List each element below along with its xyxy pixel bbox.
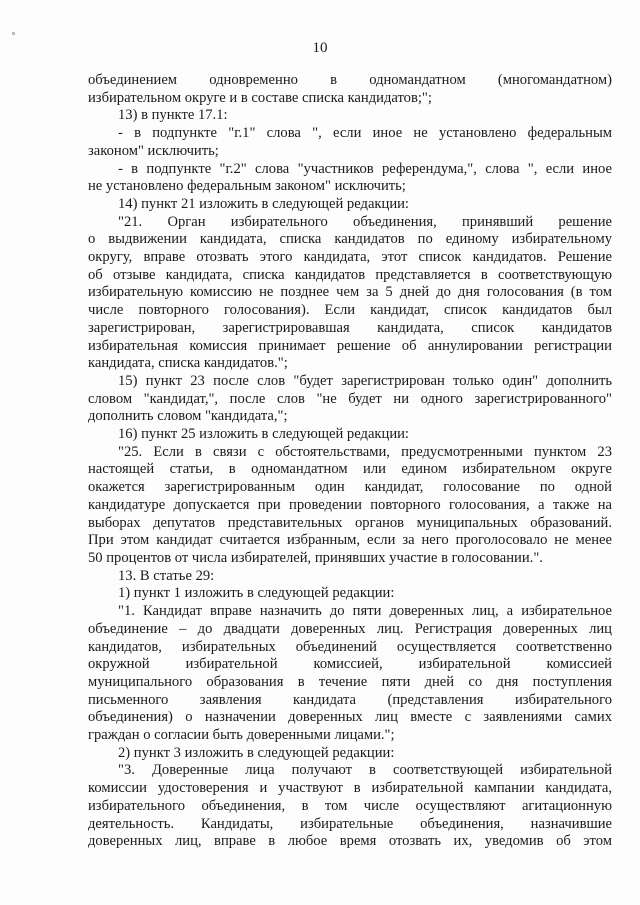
text-line: избирательного объединения, в том числе осуществляют агитационную <box>88 797 612 814</box>
text-line: избирательная комиссия принимает решение об аннулировании регистрации <box>88 337 612 354</box>
text-line: комиссии удостоверения и участвуют в избирательной кампании кандидата, <box>88 780 612 797</box>
text-line: кандидатуре допускается при проведении повторного голосования, а также на <box>88 496 612 513</box>
scan-speck <box>12 32 15 35</box>
text-line: зарегистрирован, зарегистрировавшая кандидата, список кандидатов <box>88 319 612 336</box>
text-line: словом "кандидат,", после слов "не будет ни одного зарегистрированного" <box>88 390 612 407</box>
text-line: 13. В статье 29: <box>118 567 215 584</box>
text-line: "25. Если в связи с обстоятельствами, предусмотренными пунктом 23 <box>118 443 612 460</box>
text-line: окружной избирательной комиссией, избирательной комиссией <box>88 656 612 673</box>
text-line: законом" исключить; <box>88 142 219 159</box>
text-line: числе повторного голосования). Если кандидат, список кандидатов был <box>88 302 612 319</box>
text-line: избирательную комиссию не позднее чем за 5 дней до дня голосования (в том <box>88 284 612 301</box>
text-line: письменного заявления кандидата (представления избирательного <box>88 691 612 708</box>
text-line: "21. Орган избирательного объединения, принявший решение <box>118 213 612 230</box>
text-line: 14) пункт 21 изложить в следующей редакции: <box>118 195 409 212</box>
text-line: округу, вправе отозвать этого кандидата, этот список кандидатов. Решение <box>88 249 612 266</box>
text-line: муниципального образования в течение пяти дней со дня поступления <box>88 673 612 690</box>
text-line: - в подпункте "г.1" слова ", если иное не установлено федеральным <box>118 125 612 142</box>
text-line: объединения) о назначении доверенных лиц вместе с заявлениями самих <box>88 709 612 726</box>
text-line: о выдвижении кандидата, списка кандидатов по единому избирательному <box>88 231 612 248</box>
text-line: 13) в пункте 17.1: <box>118 107 228 124</box>
text-line: настоящей статьи, в одномандатном или едином избирательном округе <box>88 461 612 478</box>
text-line: кандидатов, избирательных объединений осуществляется соответственно <box>88 638 612 655</box>
text-line: объединение – до двадцати доверенных лиц. Регистрация доверенных лиц <box>88 620 612 637</box>
text-line: 15) пункт 23 после слов "будет зарегистрирован только один" дополнить <box>118 372 612 389</box>
text-line: граждан о согласии быть доверенными лицами."; <box>88 727 395 744</box>
text-line: 1) пункт 1 изложить в следующей редакции: <box>118 585 395 602</box>
text-line: доверенных лиц, вправе в любое время отозвать их, уведомив об этом <box>88 833 612 850</box>
text-line: - в подпункте "г.2" слова "участников референдума,", слова ", если иное <box>118 160 612 177</box>
text-line: "1. Кандидат вправе назначить до пяти доверенных лиц, а избирательное <box>118 603 612 620</box>
page-number: 10 <box>312 40 328 56</box>
text-line: выборах депутатов представительных органов муниципальных образований. <box>88 514 612 531</box>
text-line: избирательном округе и в составе списка кандидатов;"; <box>88 89 432 106</box>
text-line: деятельность. Кандидаты, избирательные объединения, назначившие <box>88 815 612 832</box>
text-line: "3. Доверенные лица получают в соответствующей избирательной <box>118 762 612 779</box>
text-line: объединением одновременно в одномандатном (многомандатном) <box>88 72 612 88</box>
text-line: При этом кандидат считается избранным, если за него проголосовало не менее <box>88 532 612 549</box>
text-line: окажется зарегистрированным один кандидат, голосование по одной <box>88 479 612 496</box>
text-line: кандидата, списка кандидатов."; <box>88 355 288 372</box>
text-line: 16) пункт 25 изложить в следующей редакции: <box>118 426 409 443</box>
text-line: 50 процентов от числа избирателей, принявших участие в голосовании.". <box>88 549 543 566</box>
text-line: об отзыве кандидата, списка кандидатов представляется в соответствующую <box>88 266 612 283</box>
text-line: 2) пункт 3 изложить в следующей редакции: <box>118 744 395 761</box>
text-line: дополнить словом "кандидата,"; <box>88 408 288 425</box>
text-line: не установлено федеральным законом" исключить; <box>88 178 406 195</box>
document-body <box>88 72 612 851</box>
